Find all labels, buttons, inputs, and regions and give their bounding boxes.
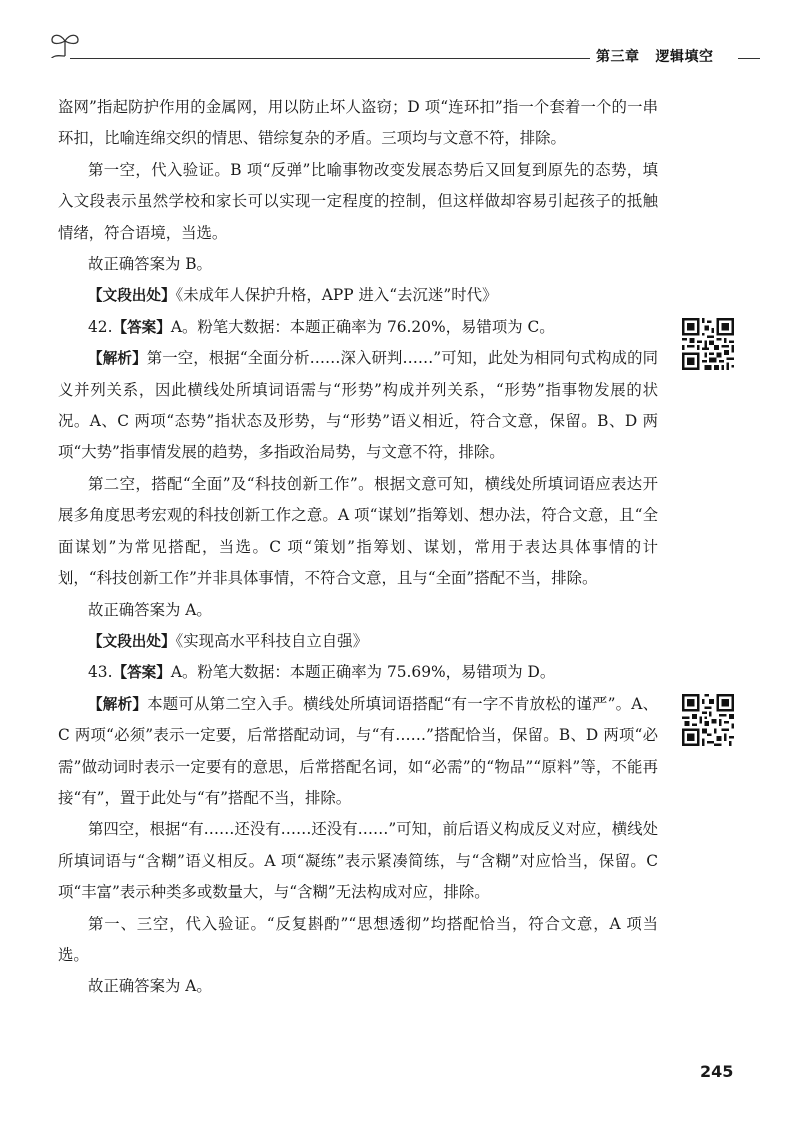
paragraph: 第二空，搭配“全面”及“科技创新工作”。根据文意可知，横线处所填词语应表达开展多角度思考宏观的科技创新工作之意。A 项“谋划”指筹划、想办法，符合文意，且“全面谋划”为常见搭配，当选。C 项“策划”指筹划、谋划，常用于表达具体事情的计划，“科技创新工作”并非具体事情，不符合文意，且与“全面”搭配不当，排除。 — [58, 474, 658, 588]
page-header — [48, 28, 760, 68]
chapter-label: 第三章 — [596, 49, 640, 65]
analysis-text: 第一空，根据“全面分析……深入研判……”可知，此处为相同句式构成的同义并列关系，因此横线处所填词语需与“形势”构成并列关系，“形势”指事物发展的状况。A、C 两项“态势”指状态及形势，与“形势”语义相近，符合文意，保留。B、D 两项“大势”指事情发展的趋势，多指政治局势，与文意不符，排除。 — [58, 349, 658, 462]
source-label: 【文段出处】 — [88, 287, 176, 305]
source-label: 【文段出处】 — [88, 632, 176, 650]
analysis-label: 【解析】 — [88, 350, 147, 368]
paragraph: 故正确答案为 A。 — [88, 600, 212, 619]
section-label: 逻辑填空 — [655, 49, 714, 65]
qr-code-icon[interactable] — [682, 694, 734, 746]
analysis-paragraph — [58, 689, 658, 815]
analysis-paragraph — [58, 343, 658, 469]
question-number: 42. — [88, 317, 113, 336]
answer-label: 【答案】 — [112, 318, 171, 336]
answer-line — [58, 657, 658, 688]
answer-label: 【答案】 — [112, 664, 171, 682]
body-text — [58, 92, 658, 1003]
analysis-text: 本题可从第二空入手。横线处所填词语搭配“有一字不肯放松的谨严”。A、C 两项“必须”表示一定要，后常搭配动词，与“有……”搭配恰当，保留。B、D 两项“必需”做动词时表示一定要有的意思，后常搭配名词，如“必需”的“物品”“原料”等，不能再接“有”，置于此处与“有”搭配不当，排除。 — [58, 694, 658, 807]
header-rule-left — [70, 58, 590, 59]
answer-text: A。粉笔大数据：本题正确率为 76.20%，易错项为 C。 — [170, 317, 555, 336]
source-line — [58, 280, 658, 311]
page-number: 245 — [700, 1062, 734, 1081]
question-number: 43. — [88, 663, 113, 682]
chapter-title — [596, 46, 740, 66]
paragraph: 第四空，根据“有……还没有……还没有……”可知，前后语义构成反义对应，横线处所填词语与“含糊”语义相反。A 项“凝练”表示紧凑简练，与“含糊”对应恰当，保留。C 项“丰富”表示种类多或数量大，与“含糊”无法构成对应，排除。 — [58, 820, 658, 902]
paragraph: 盗网”指起防护作用的金属网，用以防止坏人盗窃；D 项“连环扣”指一个套着一个的一串环扣，比喻连绵交织的情思、错综复杂的矛盾。三项均与文意不符，排除。 — [58, 98, 658, 148]
paragraph: 第一空，代入验证。B 项“反弹”比喻事物改变发展态势后又回复到原先的态势，填入文段表示虽然学校和家长可以实现一定程度的控制，但这样做却容易引起孩子的抵触情绪，符合语境，当选。 — [58, 160, 658, 242]
header-rule-right — [738, 58, 760, 59]
qr-code-icon[interactable] — [682, 318, 734, 370]
paragraph: 第一、三空，代入验证。“反复斟酌”“思想透彻”均搭配恰当，符合文意，A 项当选。 — [58, 914, 658, 964]
source-text: 《未成年人保护升格，APP 进入“去沉迷”时代》 — [175, 286, 498, 305]
paragraph: 故正确答案为 B。 — [88, 255, 212, 274]
answer-line — [58, 312, 658, 343]
source-text: 《实现高水平科技自立自强》 — [175, 631, 368, 650]
paragraph: 故正确答案为 A。 — [88, 977, 212, 996]
analysis-label: 【解析】 — [88, 695, 148, 713]
sprout-icon — [48, 30, 82, 58]
answer-text: A。粉笔大数据：本题正确率为 75.69%，易错项为 D。 — [170, 663, 556, 682]
source-line — [58, 626, 658, 657]
